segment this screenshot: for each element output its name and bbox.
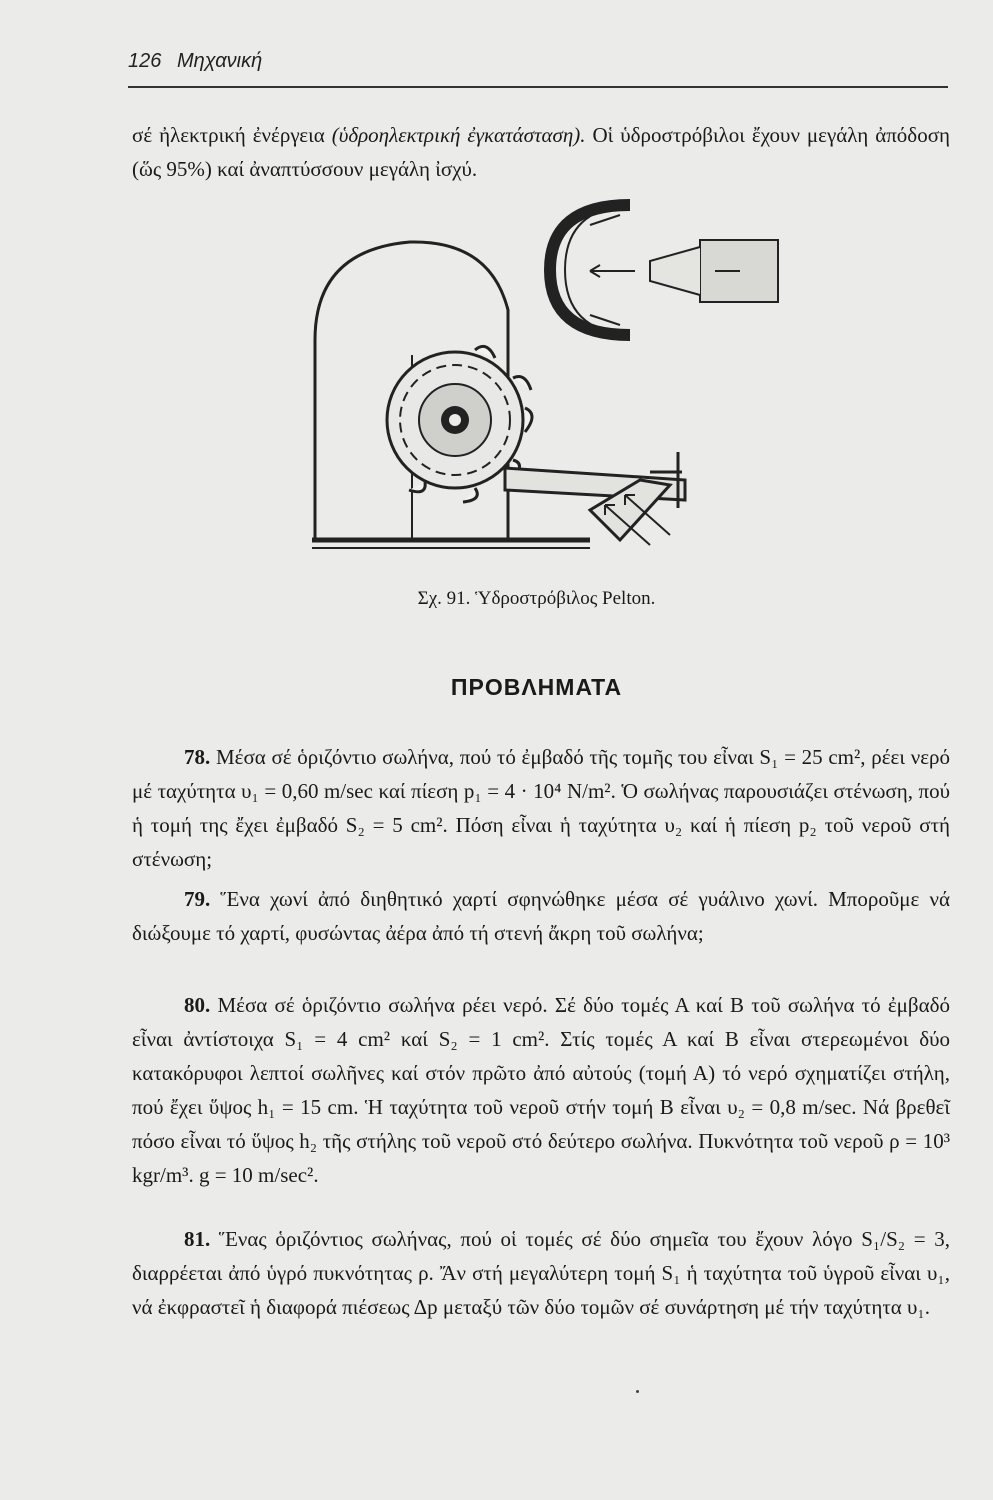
running-header	[128, 50, 948, 90]
section-title: ΠΡΟΒΛΗΜΑΤΑ	[450, 674, 623, 700]
problem-80	[132, 988, 950, 1192]
figure-caption: Σχ. 91. Ὑδροστρόβιλος Pelton.	[417, 588, 656, 609]
intro-text-1: σέ ἠλεκτρική ἐνέργεια	[132, 123, 332, 147]
header-rule	[128, 86, 948, 88]
problem-text: Ἕνας ὁριζόντιος σωλήνας, πού οἱ τομές σέ δύο σημεῖα του ἔχουν λόγο S₁/S₂ = 3, διαρρέεται ἀπό ὑγρό πυκνότητας ρ. Ἄν στή μεγαλύτερη τομή S₁ ἡ ταχύτητα τοῦ ὑγροῦ εἶναι υ₁, νά ἐκφραστεῖ ἡ διαφορά πιέσεως Δp μεταξύ τῶν δύο τομῶν σέ συνάρτηση μέ τήν ταχύτητα υ₁.	[132, 1227, 950, 1319]
problem-79	[132, 882, 950, 950]
bucket-jet-detail	[550, 205, 778, 335]
problem-text: Μέσα σέ ὁριζόντιο σωλήνα ρέει νερό. Σέ δύο τομές Α καί Β τοῦ σωλήνα τό ἐμβαδό εἶναι ἀντίστοιχα S₁ = 4 cm² καί S₂ = 1 cm². Στίς τομές Α καί Β εἶναι στερεωμένοι δύο κατακόρυφοι λεπτοί σωλῆνες καί στόν πρῶτο ἀπό αὐτούς (τομή Α) τό νερό σχηματίζει στήλη, πού ἔχει ὕψος h₁ = 15 cm. Ἡ ταχύτητα τοῦ νεροῦ στήν τομή Β εἶναι υ₂ = 0,8 m/sec. Νά βρεθεῖ πόσο εἶναι τό ὕψος h₂ τῆς στήλης τοῦ νεροῦ στό δεύτερο σωλήνα. Πυκνότητα τοῦ νεροῦ ρ = 10³ kgr/m³. g = 10 m/sec².	[132, 993, 951, 1187]
pelton-turbine-figure	[290, 190, 810, 565]
nozzle-pipe	[505, 452, 685, 540]
intro-text-2: Οἱ ὑδροστρόβιλοι ἔχουν μεγάλη ἀπόδοση (ὥς 95%) καί ἀναπτύσσουν μεγάλη ἰσχύ.	[132, 123, 950, 181]
print-speck	[636, 1390, 639, 1393]
problem-text: Μέσα σέ ὁριζόντιο σωλήνα, πού τό ἐμβαδό τῆς τομῆς του εἶναι S₁ = 25 cm², ρέει νερό μέ ταχύτητα υ₁ = 0,60 m/sec καί πίεση p₁ = 4 · 10⁴ N/m². Ὁ σωλήνας παρουσιάζει στένωση, πού ἡ τομή της ἔχει ἐμβαδό S₂ = 5 cm². Πόση εἶναι ἡ ταχύτητα υ₂ καί ἡ πίεση p₂ τοῦ νεροῦ στή στένωση;	[132, 745, 951, 871]
problem-78	[132, 740, 950, 876]
page-number: 126	[128, 50, 162, 72]
problem-number: 79.	[184, 887, 211, 911]
problem-number: 81.	[184, 1227, 211, 1251]
intro-italic: (ὑδροηλεκτρική ἐγκατάσταση).	[331, 123, 586, 147]
section-name: Μηχανική	[176, 50, 263, 72]
intro-paragraph	[132, 118, 950, 186]
problem-number: 78.	[184, 745, 211, 769]
problem-text: Ἕνα χωνί ἀπό διηθητικό χαρτί σφηνώθηκε μέσα σέ γυάλινο χωνί. Μποροῦμε νά διώξουμε τό χαρτί, φυσώντας ἀέρα ἀπό τή στενή ἄκρη τοῦ σωλήνα;	[132, 887, 950, 945]
problem-81	[132, 1222, 950, 1324]
problem-number: 80.	[184, 993, 211, 1017]
